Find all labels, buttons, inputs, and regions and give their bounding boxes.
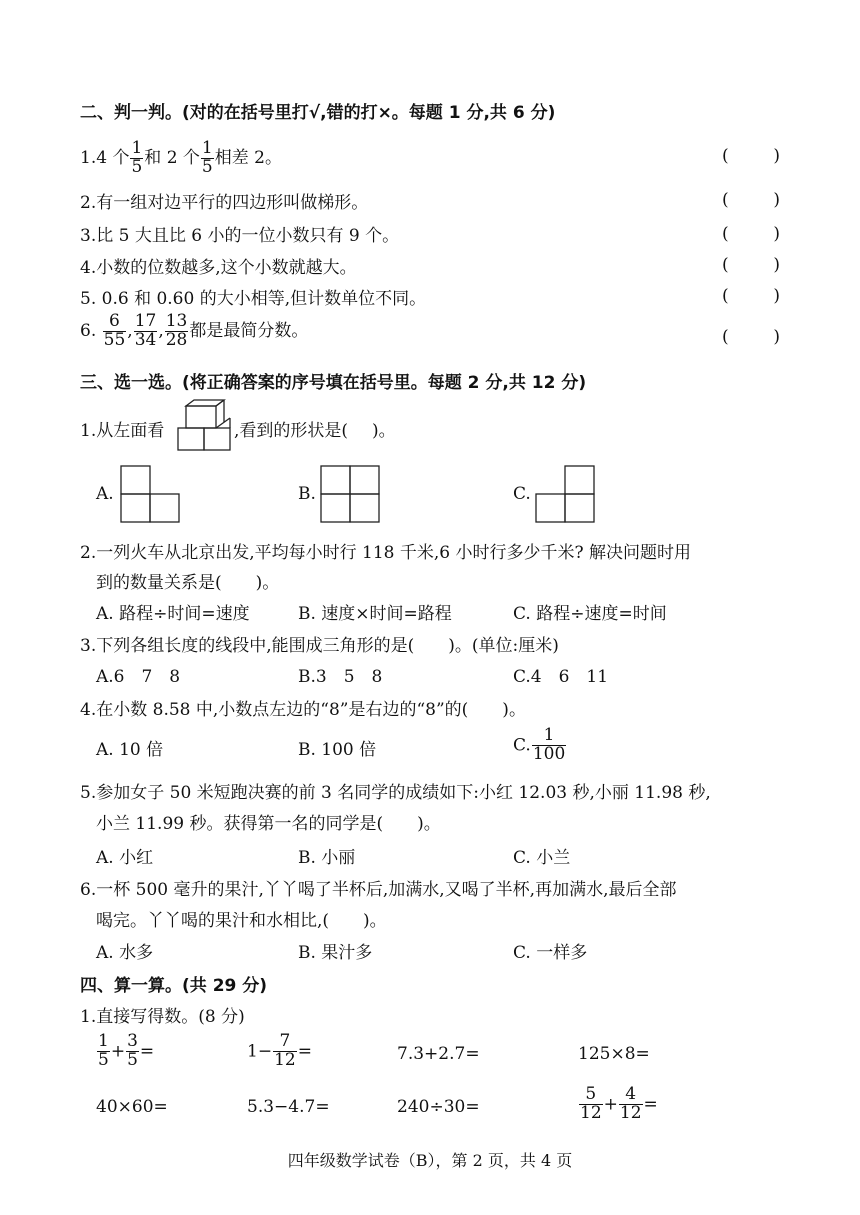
- option-a[interactable]: A. 10 倍: [96, 740, 164, 760]
- expression-4: 125×8=: [578, 1044, 650, 1064]
- fraction: $\frac{1}{100}$: [532, 725, 566, 764]
- option-a[interactable]: A. 水多: [96, 943, 154, 963]
- choice-question-5-line1: 5.参加女子 50 米短跑决赛的前 3 名同学的成绩如下:小红 12.03 秒,小丽 11.98 秒,: [80, 783, 711, 803]
- option-b[interactable]: B. 速度×时间=路程: [298, 604, 452, 624]
- expression-6: 5.3−4.7=: [247, 1097, 330, 1117]
- section-3-title: 三、选一选。(将正确答案的序号填在括号里。每题 2 分,共 12 分): [80, 373, 587, 393]
- expression-7: 240÷30=: [397, 1097, 480, 1117]
- option-c[interactable]: C.4 6 11: [513, 667, 609, 687]
- cube-stack-figure: [176, 398, 234, 456]
- option-c[interactable]: C.: [513, 484, 531, 504]
- option-b[interactable]: B. 100 倍: [298, 740, 377, 760]
- shape-option-b: [318, 463, 382, 525]
- choice-question-5-line2: 小兰 11.99 秒。获得第一名的同学是( )。: [96, 814, 441, 834]
- expression-3: 7.3+2.7=: [397, 1044, 480, 1064]
- section-2-title: 二、判一判。(对的在括号里打√,错的打×。每题 1 分,共 6 分): [80, 103, 556, 123]
- judge-question-6: 6. $\frac{6}{55}$ , $\frac{17}{34}$ , $\frac{13}{28}$ 都是最简分数。: [80, 311, 309, 350]
- expression-5: 40×60=: [96, 1097, 168, 1117]
- judge-question-1: 1.4 个 $\frac{1}{5}$ 和 2 个 $\frac{1}{5}$ 相差 2。: [80, 138, 282, 177]
- expression-1: $\frac{1}{5}$ + $\frac{3}{5}$ =: [98, 1031, 155, 1070]
- option-c[interactable]: C. $\frac{1}{100}$: [513, 725, 566, 764]
- judge-question-3: 3.比 5 大且比 6 小的一位小数只有 9 个。: [80, 226, 400, 246]
- choice-question-6-line1: 6.一杯 500 毫升的果汁,丫丫喝了半杯后,加满水,又喝了半杯,再加满水,最后全部: [80, 880, 677, 900]
- option-b[interactable]: B. 小丽: [298, 848, 356, 868]
- expression-8: $\frac{5}{12}$ + $\frac{4}{12}$ =: [580, 1084, 658, 1123]
- q-number: 1.: [80, 147, 97, 168]
- option-c[interactable]: C. 小兰: [513, 848, 571, 868]
- option-c[interactable]: C. 路程÷速度=时间: [513, 604, 667, 624]
- choice-question-3-line1: 3.下列各组长度的线段中,能围成三角形的是( )。(单位:厘米): [80, 636, 559, 656]
- option-b[interactable]: B. 果汁多: [298, 943, 373, 963]
- page-footer: 四年级数学试卷（B），第 2 页，共 4 页: [287, 1151, 573, 1170]
- subsection-title: 1.直接写得数。(8 分): [80, 1007, 245, 1027]
- option-b[interactable]: B.3 5 8: [298, 667, 383, 687]
- option-b[interactable]: B.: [298, 484, 316, 504]
- choice-question-1-text: 1.从左面看: [80, 421, 165, 441]
- option-a[interactable]: A.: [96, 484, 114, 504]
- shape-option-a: [118, 463, 182, 525]
- choice-question-2-line2: 到的数量关系是( )。: [96, 573, 280, 593]
- option-c[interactable]: C. 一样多: [513, 943, 588, 963]
- option-a[interactable]: A.6 7 8: [96, 667, 181, 687]
- judge-question-2: 2.有一组对边平行的四边形叫做梯形。: [80, 193, 369, 213]
- section-4-title: 四、算一算。(共 29 分): [80, 976, 268, 996]
- judge-question-4: 4.小数的位数越多,这个小数就越大。: [80, 258, 357, 278]
- choice-question-4-line1: 4.在小数 8.58 中,小数点左边的“8”是右边的“8”的( )。: [80, 700, 526, 720]
- option-a[interactable]: A. 小红: [96, 848, 154, 868]
- choice-question-1-rest: ,看到的形状是( )。: [234, 421, 396, 441]
- option-a[interactable]: A. 路程÷时间=速度: [96, 604, 250, 624]
- choice-question-2-line1: 2.一列火车从北京出发,平均每小时行 118 千米,6 小时行多少千米? 解决问题时用: [80, 543, 692, 563]
- fraction: $\frac{13}{28}$: [165, 311, 188, 350]
- fraction: $\frac{17}{34}$: [134, 311, 157, 350]
- shape-option-c: [533, 463, 597, 525]
- expression-2: 1− $\frac{7}{12}$ =: [247, 1031, 312, 1070]
- fraction: $\frac{1}{5}$: [131, 138, 143, 177]
- judge-question-5: 5. 0.6 和 0.60 的大小相等,但计数单位不同。: [80, 289, 427, 309]
- fraction: $\frac{6}{55}$: [103, 311, 126, 350]
- choice-question-6-line2: 喝完。丫丫喝的果汁和水相比,( )。: [96, 911, 387, 931]
- fraction: $\frac{1}{5}$: [201, 138, 213, 177]
